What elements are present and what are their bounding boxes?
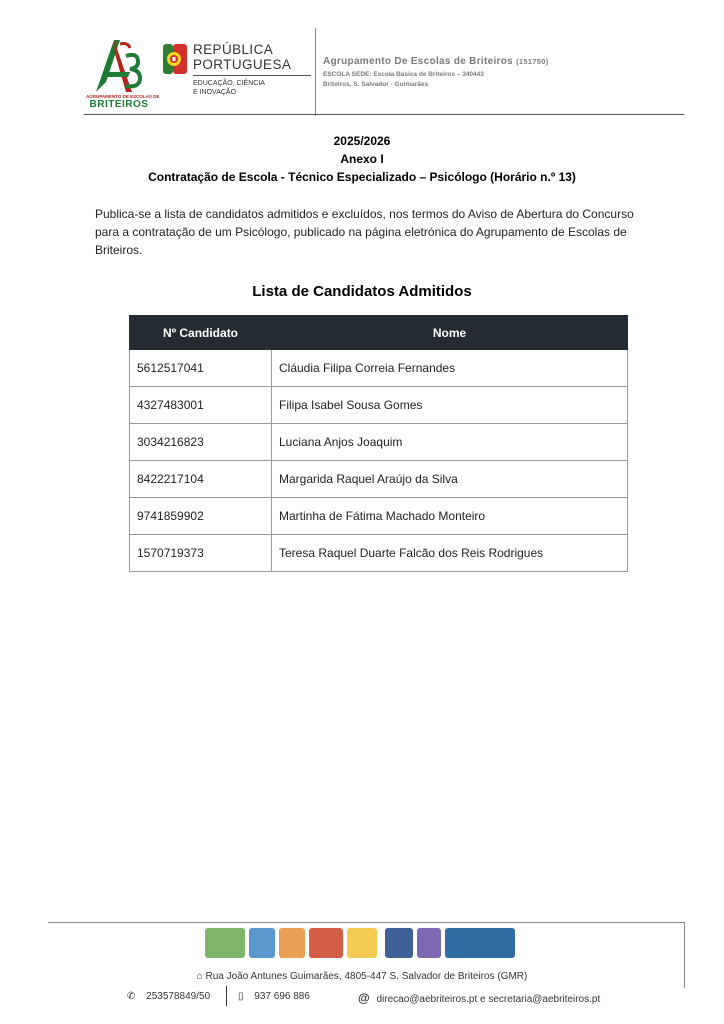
esafety-badge	[445, 928, 515, 958]
republic-title-line1: REPÚBLICA	[193, 42, 274, 57]
home-icon: ⌂	[196, 971, 203, 982]
footer-address	[0, 971, 724, 982]
candidate-name: Martinha de Fátima Machado Monteiro	[272, 498, 628, 535]
partner-badge	[279, 928, 305, 958]
republic-divider	[193, 75, 311, 76]
footer-separator	[226, 986, 227, 1006]
stamp-badge	[309, 928, 343, 958]
header-rule	[84, 114, 684, 115]
mobile-icon: ▯	[238, 991, 244, 1002]
table-row	[130, 387, 628, 424]
header-candidate-number: Nº Candidato	[130, 316, 272, 350]
heart-badge	[347, 928, 377, 958]
address-text: Rua João Antunes Guimarães, 4805-447 S. Salvador de Briteiros (GMR)	[205, 971, 528, 982]
candidate-name: Margarida Raquel Araújo da Silva	[272, 461, 628, 498]
erasmus-badge	[385, 928, 413, 958]
header-name: Nome	[272, 316, 628, 350]
table-row	[130, 461, 628, 498]
document-year: 2025/2026	[333, 134, 391, 148]
phone-icon: ✆	[127, 991, 136, 1002]
partner-badges	[205, 928, 515, 958]
email-contact	[358, 991, 600, 1005]
mobile-contact	[238, 991, 310, 1002]
email-addresses[interactable]: direcao@aebriteiros.pt e secretaria@aebriteiros.pt	[376, 994, 601, 1005]
document-subject: Contratação de Escola - Técnico Especializado – Psicólogo (Horário n.º 13)	[148, 170, 576, 184]
candidate-number: 3034216823	[130, 424, 272, 461]
email-icon: @	[358, 991, 370, 1005]
candidate-number: 9741859902	[130, 498, 272, 535]
agrupamento-code: (151750)	[516, 57, 549, 66]
ministry-line1: EDUCAÇÃO, CIÊNCIA	[193, 80, 265, 87]
school-logo	[86, 34, 160, 112]
agrupamento-details	[323, 70, 484, 90]
school-logo-caption: AGRUPAMENTO DE ESCOLAS DE	[86, 94, 160, 99]
header-vertical-divider	[315, 28, 316, 116]
agrupamento-title	[323, 56, 549, 67]
school-logo-name: BRITEIROS	[89, 99, 149, 110]
ministry-line2: E INOVAÇÃO	[193, 88, 237, 96]
candidate-number: 1570719373	[130, 535, 272, 572]
candidate-name: Cláudia Filipa Correia Fernandes	[272, 350, 628, 387]
candidate-name: Luciana Anjos Joaquim	[272, 424, 628, 461]
candidate-number: 5612517041	[130, 350, 272, 387]
mobile-number: 937 696 886	[254, 991, 310, 1002]
table-row	[130, 350, 628, 387]
eco-escola-badge	[205, 928, 245, 958]
agrupamento-name: Agrupamento De Escolas de Briteiros	[323, 56, 513, 67]
republic-logo	[163, 42, 313, 102]
candidate-number: 8422217104	[130, 461, 272, 498]
locality: Briteiros, S. Salvador - Guimarães	[323, 81, 429, 88]
phone-contact	[127, 991, 210, 1002]
etwinning-badge	[417, 928, 441, 958]
candidate-name: Filipa Isabel Sousa Gomes	[272, 387, 628, 424]
footer-rule	[48, 922, 684, 923]
candidate-name: Teresa Raquel Duarte Falcão dos Reis Rodrigues	[272, 535, 628, 572]
table-header-row	[130, 316, 628, 350]
document-annex: Anexo I	[340, 152, 384, 166]
list-title: Lista de Candidatos Admitidos	[252, 283, 472, 300]
table-row	[130, 498, 628, 535]
eco-escolas-badge	[249, 928, 275, 958]
table-row	[130, 535, 628, 572]
flag-icon	[163, 42, 189, 82]
phone-number: 253578849/50	[146, 991, 211, 1002]
candidates-table	[129, 315, 628, 572]
escola-sede: ESCOLA SEDE: Escola Básica de Briteiros – 340443	[323, 71, 484, 78]
candidate-number: 4327483001	[130, 387, 272, 424]
table-row	[130, 424, 628, 461]
intro-paragraph: Publica-se a lista de candidatos admitidos e excluídos, nos termos do Aviso de Abertura do Concurso para a contratação de um Psicólogo, publicado na página eletrónica do Agrupamento de Escolas de Briteiros.	[95, 207, 634, 257]
republic-title-line2: PORTUGUESA	[193, 57, 292, 72]
